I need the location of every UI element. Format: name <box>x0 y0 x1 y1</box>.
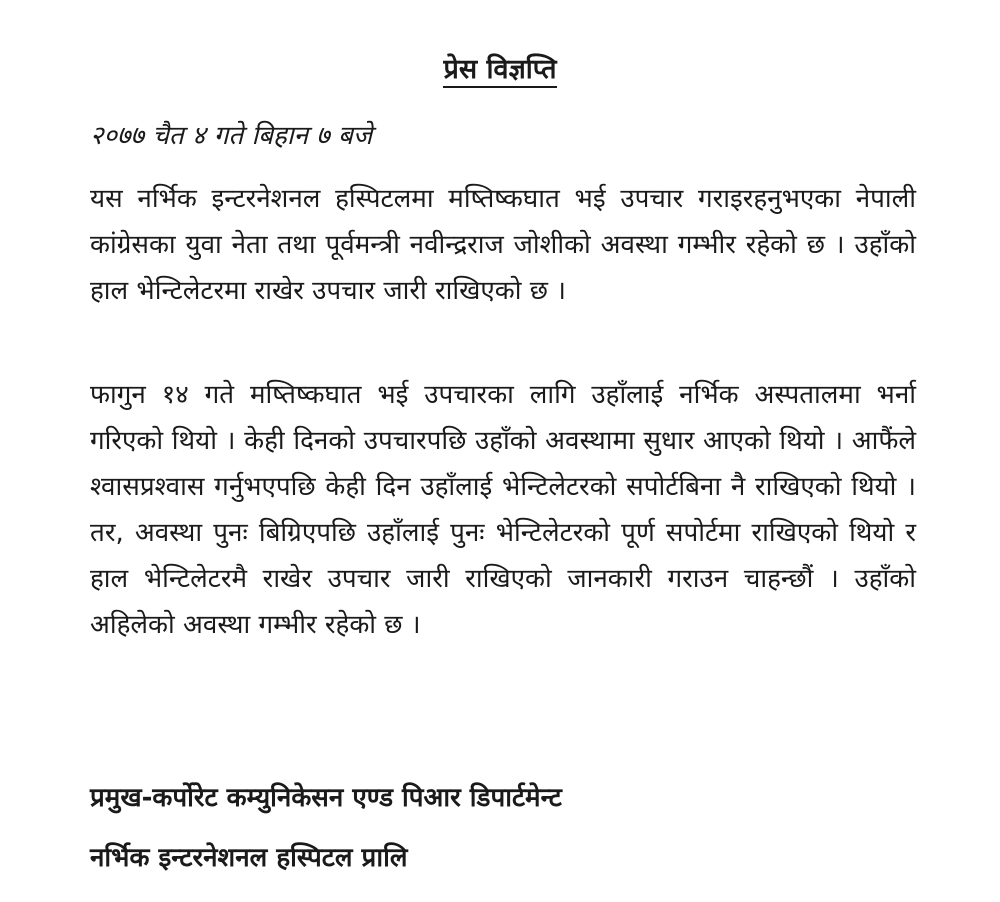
signature-department: प्रमुख-कर्पोरेट कम्युनिकेसन एण्ड पिआर डिपार्टमेन्ट <box>90 783 562 813</box>
body-paragraph-2: फागुन १४ गते मष्तिष्कघात भई उपचारका लागि उहाँलाई नर्भिक अस्पतालमा भर्ना गरिएको थियो । केही दिनको उपचारपछि उहाँको अवस्थामा सुधार आएको थियो । आफैंले श्वासप्रश्वास गर्नुभएपछि केही दिन उहाँलाई भेन्टिलेटरको सपोर्टबिना नै राखिएको थियो । तर, अवस्था पुनः बिग्रिएपछि उहाँलाई पुनः भेन्टिलेटरको पूर्ण सपोर्टमा राखिएको थियो र हाल भेन्टिलेटरमै राखेर उपचार जारी राखिएको जानकारी गराउन चाहन्छौं । उहाँको अहिलेको अवस्था गम्भीर रहेको छ । <box>90 380 916 640</box>
signature-organization: नर्भिक इन्टरनेशनल हस्पिटल प्रालि <box>90 843 408 873</box>
page-title-text: प्रेस विज्ञप्ति <box>443 54 556 88</box>
page-title <box>0 52 1000 87</box>
body-paragraph-1: यस नर्भिक इन्टरनेशनल हस्पिटलमा मष्तिष्कघात भई उपचार गराइरहनुभएका नेपाली कांग्रेसका युवा नेता तथा पूर्वमन्त्री नवीन्द्रराज जोशीको अवस्था गम्भीर रहेको छ । उहाँको हाल भेन्टिलेटरमा राखेर उपचार जारी राखिएको छ । <box>90 184 916 306</box>
dateline: २०७७ चैत ४ गते बिहान ७ बजे <box>90 121 373 151</box>
